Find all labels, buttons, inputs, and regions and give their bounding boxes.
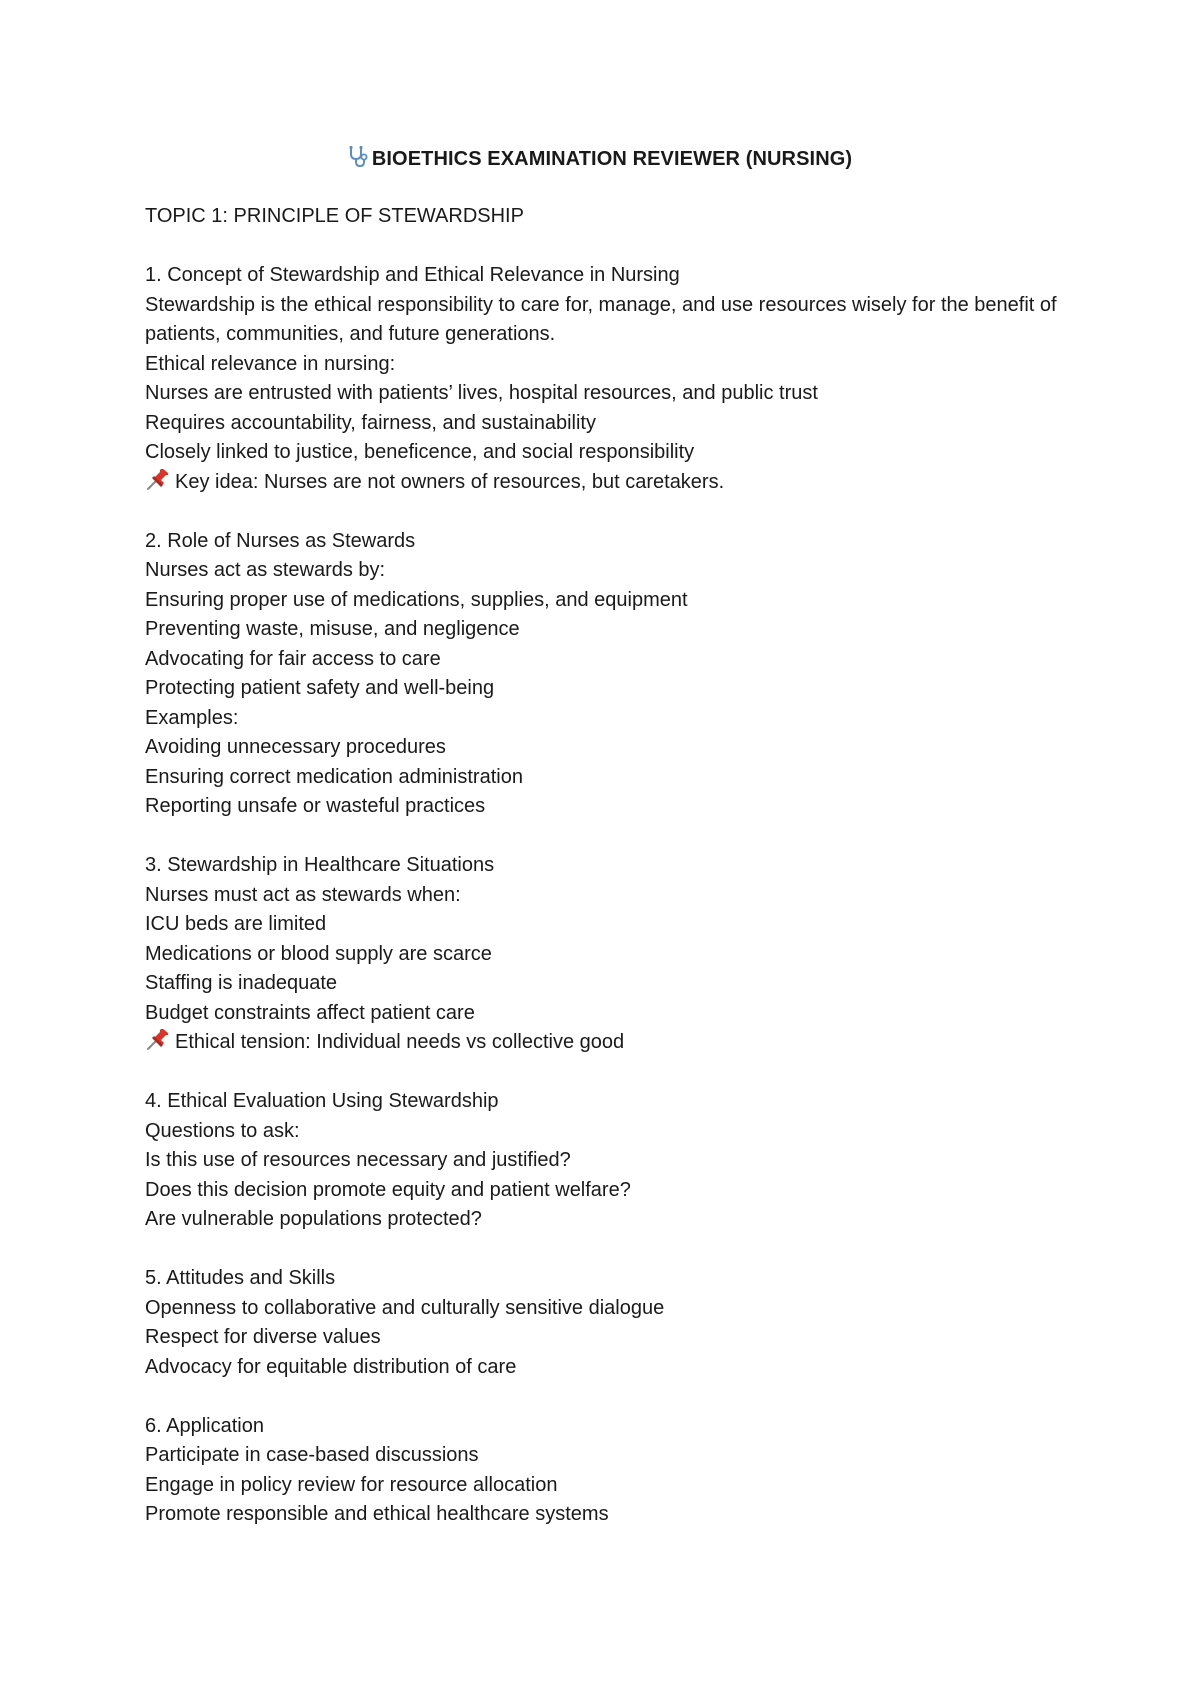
section-heading: 6. Application — [145, 1414, 264, 1437]
body-line: Protecting patient safety and well-being — [145, 677, 495, 699]
pushpin-icon — [145, 1029, 171, 1051]
stethoscope-icon — [348, 146, 368, 176]
body-line: Closely linked to justice, beneficence, and social responsibility — [145, 441, 695, 463]
body-line: Ensuring correct medication administration — [145, 765, 523, 788]
body-line: Advocacy for equitable distribution of care — [145, 1355, 517, 1378]
spacer — [145, 1058, 1065, 1088]
body-line: Participate in case-based discussions — [145, 1444, 479, 1466]
spacer — [145, 822, 1065, 852]
body-line: Is this use of resources necessary and justified? — [145, 1149, 571, 1171]
body-line: Advocating for fair access to care — [145, 647, 441, 670]
document-body — [145, 202, 1065, 1530]
document-title-text: BIOETHICS EXAMINATION REVIEWER (NURSING) — [371, 148, 853, 170]
body-line: Questions to ask: — [145, 1119, 300, 1142]
body-line: Engage in policy review for resource allocation — [145, 1473, 558, 1496]
body-line: Ethical relevance in nursing: — [145, 352, 396, 375]
body-line: Ensuring proper use of medications, supplies, and equipment — [145, 588, 688, 611]
body-line: Respect for diverse values — [145, 1326, 381, 1348]
spacer — [145, 1382, 1065, 1412]
document-title — [0, 145, 1200, 176]
section-heading: 3. Stewardship in Healthcare Situations — [145, 854, 495, 876]
body-line: Budget constraints affect patient care — [145, 1001, 475, 1024]
key-note — [145, 468, 1065, 498]
body-line: Nurses act as stewards by: — [145, 559, 386, 581]
key-note — [145, 1028, 1065, 1058]
body-paragraph: Stewardship is the ethical responsibility to care for, manage, and use resources wisely for the benefit of patients, communities, and future generations. — [145, 293, 1057, 345]
body-line: Examples: — [145, 706, 239, 729]
body-line: Promote responsible and ethical healthcare systems — [145, 1503, 609, 1525]
body-line: Openness to collaborative and culturally sensitive dialogue — [145, 1296, 665, 1319]
body-line: ICU beds are limited — [145, 913, 327, 935]
section-heading: 4. Ethical Evaluation Using Stewardship — [145, 1090, 499, 1112]
spacer — [145, 1235, 1065, 1265]
body-line: Does this decision promote equity and patient welfare? — [145, 1178, 631, 1201]
body-line: Requires accountability, fairness, and sustainability — [145, 411, 596, 434]
spacer — [145, 232, 1065, 262]
body-line: Nurses are entrusted with patients’ lives, hospital resources, and public trust — [145, 382, 818, 404]
section-heading: 2. Role of Nurses as Stewards — [145, 529, 416, 552]
topic-heading: TOPIC 1: PRINCIPLE OF STEWARDSHIP — [145, 205, 524, 227]
body-line: Are vulnerable populations protected? — [145, 1208, 482, 1230]
key-note-text: Key idea: Nurses are not owners of resources, but caretakers. — [175, 470, 725, 493]
key-note-text: Ethical tension: Individual needs vs collective good — [175, 1031, 625, 1053]
body-line: Preventing waste, misuse, and negligence — [145, 618, 520, 640]
body-line: Medications or blood supply are scarce — [145, 942, 492, 965]
pushpin-icon — [145, 469, 171, 491]
section-heading: 1. Concept of Stewardship and Ethical Relevance in Nursing — [145, 264, 680, 286]
body-line: Avoiding unnecessary procedures — [145, 736, 446, 758]
body-line: Reporting unsafe or wasteful practices — [145, 795, 486, 817]
spacer — [145, 497, 1065, 527]
body-line: Staffing is inadequate — [145, 972, 338, 994]
body-line: Nurses must act as stewards when: — [145, 883, 461, 906]
section-heading: 5. Attitudes and Skills — [145, 1267, 336, 1289]
